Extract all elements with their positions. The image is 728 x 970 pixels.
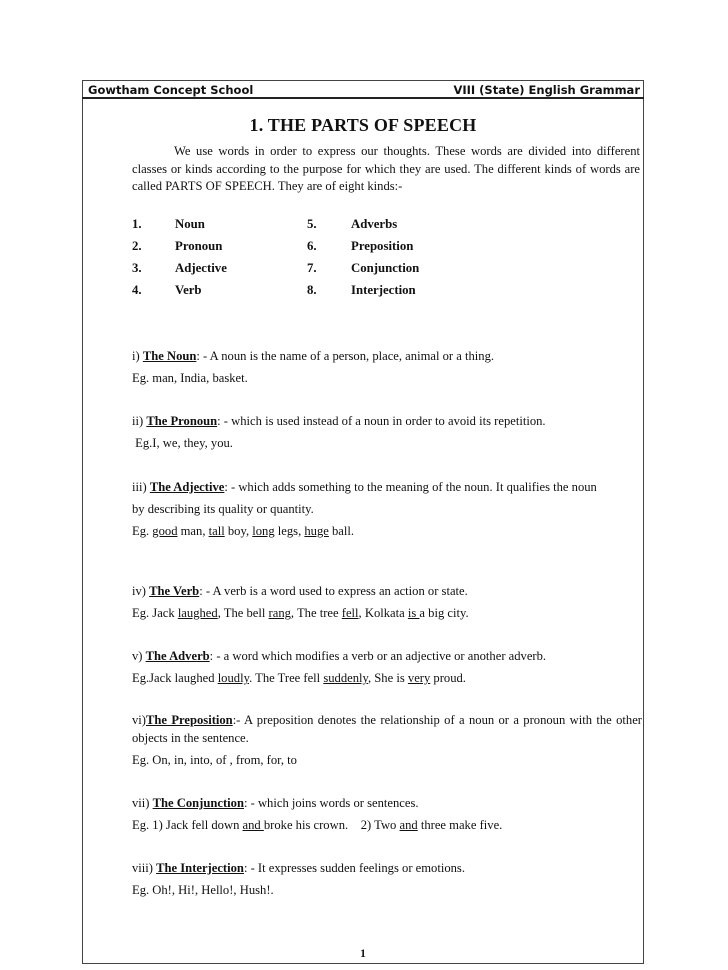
example-word: tall [208,524,225,538]
section-definition: : - It expresses sudden feelings or emotions. [243,861,465,875]
section-term: The Verb [149,584,200,598]
example-word: is [407,606,420,620]
example-word: rang [268,606,291,620]
course-name: VIII (State) English Grammar [453,83,640,97]
section-term: The Conjunction [152,796,244,810]
section-term: The Noun [142,349,197,363]
item-name: Adverbs [351,217,398,231]
section-definition: :- A preposition denotes the relationship of a noun or a pronoun with the other objects in the sentence. [132,713,642,745]
section-term: The Adjective [149,480,225,494]
item-number: 4. [132,283,142,297]
section-number: vi) [132,713,146,727]
definition-continuation: by describing its quality or quantity. [132,502,314,516]
section-preposition [132,711,642,769]
list-item [132,283,552,305]
example-word: huge [304,524,329,538]
section-number: ii) [132,414,147,428]
section-pronoun [132,412,642,452]
section-term: The Preposition [146,713,233,727]
section-number: iii) [132,480,150,494]
section-term: The Pronoun [146,414,218,428]
section-definition: : - which joins words or sentences. [243,796,419,810]
item-number: 2. [132,239,142,253]
list-item [132,239,552,261]
item-name: Adjective [175,261,227,275]
section-definition: : - a word which modifies a verb or an adjective or another adverb. [209,649,547,663]
example-word: loudly [217,671,250,685]
example-line: Eg. good man, tall boy, long legs, huge ball. [132,524,355,538]
section-interjection [132,859,642,899]
section-definition: : - which is used instead of a noun in order to avoid its repetition. [217,414,546,428]
list-item [132,261,552,283]
section-term: The Adverb [145,649,210,663]
example-line: Eg. 1) Jack fell down and broke his crown. 2) Two and three make five. [132,818,503,832]
section-number: viii) [132,861,157,875]
item-number: 1. [132,217,142,231]
page-number: 1 [360,948,366,960]
section-conjunction [132,794,642,834]
example-line: Eg. man, India, basket. [132,371,248,385]
example-word: good [152,524,178,538]
list-item [132,217,552,239]
example-line: Eg. Oh!, Hi!, Hello!, Hush!. [132,883,274,897]
section-number: vii) [132,796,153,810]
item-name: Interjection [351,283,416,297]
item-name: Pronoun [175,239,223,253]
example-line: Eg. On, in, into, of , from, for, to [132,753,297,767]
item-name: Preposition [351,239,414,253]
school-name: Gowtham Concept School [88,83,254,97]
example-word: very [407,671,431,685]
item-number: 5. [307,217,317,231]
section-term: The Interjection [156,861,244,875]
example-word: laughed [177,606,218,620]
item-name: Noun [175,217,205,231]
item-number: 8. [307,283,317,297]
page-title: 1. THE PARTS OF SPEECH [249,115,477,135]
section-noun [132,347,642,387]
section-definition: : - which adds something to the meaning of the noun. It qualifies the noun [224,480,597,494]
example-word: and [242,818,264,832]
section-number: v) [132,649,146,663]
section-adjective [132,478,642,540]
section-adverb [132,647,642,687]
section-definition: : - A noun is the name of a person, place, animal or a thing. [196,349,495,363]
section-verb [132,582,642,622]
example-word: and [399,818,418,832]
example-line: Eg. Jack laughed, The bell rang, The tree fell, Kolkata is a big city. [132,606,469,620]
item-number: 3. [132,261,142,275]
example-word: fell [341,606,359,620]
example-word: suddenly [323,671,368,685]
item-name: Verb [175,283,202,297]
item-number: 6. [307,239,317,253]
example-word: long [252,524,275,538]
page-header [82,81,644,99]
parts-of-speech-list [132,217,552,305]
intro-text: We use words in order to express our thoughts. These words are divided into different classes or kinds according to the purpose for which they are used. The different kinds of words are called PARTS OF SPEECH. They are of eight kinds:- [132,144,640,193]
item-number: 7. [307,261,317,275]
section-definition: : - A verb is a word used to express an action or state. [199,584,468,598]
section-number: i) [132,349,143,363]
section-number: iv) [132,584,150,598]
intro-paragraph [132,143,640,196]
example-line: Eg.Jack laughed loudly. The Tree fell suddenly, She is very proud. [132,671,466,685]
example-line: Eg.I, we, they, you. [132,436,233,450]
item-name: Conjunction [351,261,420,275]
